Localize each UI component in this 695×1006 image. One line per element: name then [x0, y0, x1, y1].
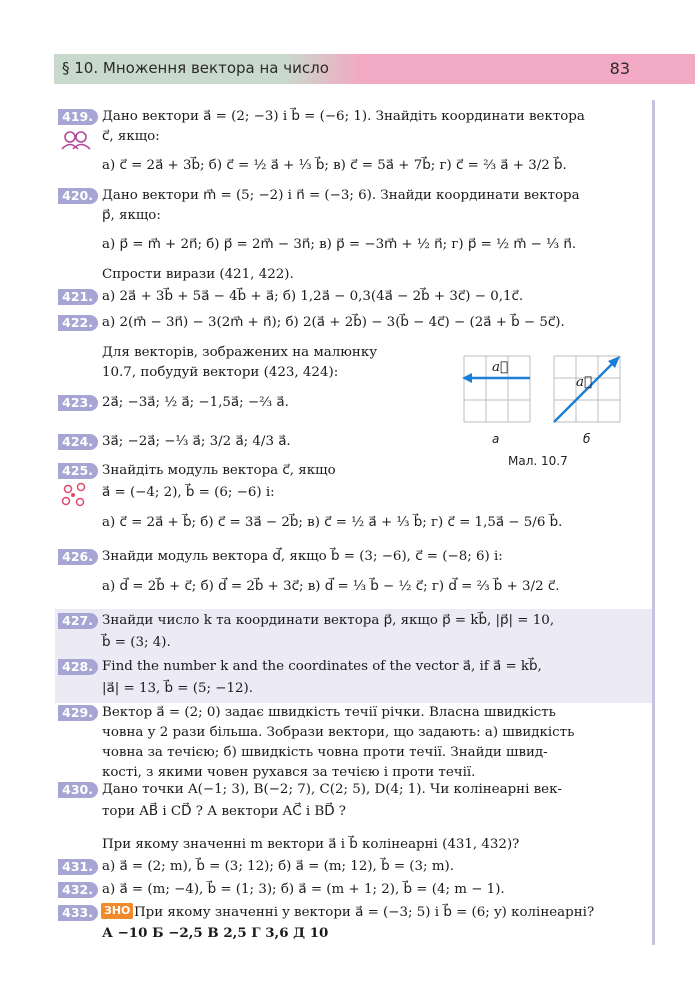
exercise-number-425: 425.: [58, 463, 98, 479]
exercise-427-text: Знайди число k та координати вектора p⃗, якщо p⃗ = kb⃗, |p⃗| = 10,: [102, 613, 555, 628]
exercise-420-formulas: а) p⃗ = m⃗ + 2n⃗; б) p⃗ = 2m⃗ − 3n⃗; в) p⃗ = −3m⃗ + ½ n⃗; г) p⃗ = ½ m⃗ − ⅓ n⃗.: [102, 237, 577, 252]
exercise-number-429: 429.: [58, 705, 98, 721]
instruction-431-432: При якому значенні m вектори a⃗ і b⃗ колінеарні (431, 432)?: [102, 837, 520, 852]
exercise-433-text: При якому значенні y вектори a⃗ = (−3; 5) і b⃗ = (6; y) колінеарні?: [134, 905, 595, 920]
exercise-429-text: Вектор a⃗ = (2; 0) задає швидкість течії річки. Власна швидкість: [102, 705, 556, 720]
exercise-422-text: а) 2(m⃗ − 3n⃗) − 3(2m⃗ + n⃗); б) 2(a⃗ + 2b⃗) − 3(b⃗ − 4c⃗) − (2a⃗ + b⃗ − 5c⃗).: [102, 315, 565, 330]
exercise-number-421: 421.: [58, 289, 98, 305]
exercise-430-text: тори AB⃗ і CD⃗ ? А вектори AC⃗ і BD⃗ ?: [102, 804, 346, 819]
exercise-number-433: 433.: [58, 905, 98, 921]
exercise-number-427: 427.: [58, 613, 98, 629]
page-number: 83: [609, 59, 630, 78]
figure-label-a: а: [492, 432, 500, 446]
exercise-number-432: 432.: [58, 882, 98, 898]
exercise-429-text: човна за течією; б) швидкість човна проти течії. Знайди швид-: [102, 745, 548, 760]
figure-10-7: [458, 352, 638, 454]
exercise-425-formulas: а) c⃗ = 2a⃗ + b⃗; б) c⃗ = 3a⃗ − 2b⃗; в) c⃗ = ½ a⃗ + ⅓ b⃗; г) c⃗ = 1,5a⃗ − 5/6 b⃗.: [102, 515, 563, 530]
exercise-number-424: 424.: [58, 434, 98, 450]
exercise-423-text: 2a⃗; −3a⃗; ½ a⃗; −1,5a⃗; −⅔ a⃗.: [102, 395, 289, 410]
exercise-426-text: Знайди модуль вектора d⃗, якщо b⃗ = (3; −6), c⃗ = (−8; 6) і:: [102, 549, 503, 564]
exercise-429-text: човна у 2 рази більша. Зобрази вектори, що задають: а) швидкість: [102, 725, 575, 740]
exercise-431-text: а) a⃗ = (2; m), b⃗ = (3; 12); б) a⃗ = (m; 12), b⃗ = (3; m).: [102, 859, 454, 874]
exercise-number-423: 423.: [58, 395, 98, 411]
figure-caption: Мал. 10.7: [508, 454, 568, 468]
exercise-419-formulas: а) c⃗ = 2a⃗ + 3b⃗; б) c⃗ = ½ a⃗ + ⅓ b⃗; в) c⃗ = 5a⃗ + 7b⃗; г) c⃗ = ⅔ a⃗ + 3/2 b⃗.: [102, 158, 567, 173]
exercise-420-text: Дано вектори m⃗ = (5; −2) і n⃗ = (−3; 6). Знайди координати вектора: [102, 188, 580, 203]
figure-vector-label-right: a⃗: [576, 375, 593, 390]
exercise-number-422: 422.: [58, 315, 98, 331]
margin-line: [652, 100, 655, 945]
exercise-424-text: 3a⃗; −2a⃗; −⅓ a⃗; 3/2 a⃗; 4/3 a⃗.: [102, 434, 291, 449]
page-header: [54, 54, 695, 84]
exercise-number-420: 420.: [58, 188, 98, 204]
exercise-421-text: а) 2a⃗ + 3b⃗ + 5a⃗ − 4b⃗ + a⃗; б) 1,2a⃗ − 0,3(4a⃗ − 2b⃗ + 3c⃗) − 0,1c⃗.: [102, 289, 524, 304]
exercise-number-419: 419.: [58, 109, 98, 125]
group-work-icon: [60, 482, 90, 510]
figure-label-b: б: [583, 432, 591, 446]
exercise-number-426: 426.: [58, 549, 98, 565]
exercise-425-text: Знайдіть модуль вектора c⃗, якщо: [102, 463, 336, 478]
exercise-number-428: 428.: [58, 659, 98, 675]
instruction-423-424: 10.7, побудуй вектори (423, 424):: [102, 365, 339, 380]
exercise-425-text: a⃗ = (−4; 2), b⃗ = (6; −6) і:: [102, 485, 275, 500]
exercise-429-text: кості, з якими човен рухався за течією і проти течії.: [102, 765, 476, 780]
exercise-419-text: c⃗, якщо:: [102, 129, 160, 144]
section-title: § 10. Множення вектора на число: [62, 59, 329, 77]
zno-badge: ЗНО: [101, 903, 133, 919]
exercise-432-text: а) a⃗ = (m; −4), b⃗ = (1; 3); б) a⃗ = (m + 1; 2), b⃗ = (4; m − 1).: [102, 882, 505, 897]
exercise-420-text: p⃗, якщо:: [102, 208, 161, 223]
exercise-419-text: Дано вектори a⃗ = (2; −3) і b⃗ = (−6; 1). Знайдіть координати вектора: [102, 109, 585, 124]
instruction-423-424: Для векторів, зображених на малюнку: [102, 345, 378, 360]
exercise-430-text: Дано точки A(−1; 3), B(−2; 7), C(2; 5), D(4; 1). Чи колінеарні век-: [102, 782, 562, 797]
exercise-433-answers: А −10 Б −2,5 В 2,5 Г 3,6 Д 10: [102, 925, 329, 941]
figure-vector-label-left: a⃗: [492, 360, 509, 375]
exercise-number-431: 431.: [58, 859, 98, 875]
exercise-426-formulas: а) d⃗ = 2b⃗ + c⃗; б) d⃗ = 2b⃗ + 3c⃗; в) d⃗ = ⅓ b⃗ − ½ c⃗; г) d⃗ = ⅔ b⃗ + 3/2 c⃗.: [102, 579, 560, 594]
exercise-428-text: Find the number k and the coordinates of the vector a⃗, if a⃗ = kb⃗,: [102, 659, 542, 674]
exercise-428-text: |a⃗| = 13, b⃗ = (5; −12).: [102, 681, 253, 696]
instruction-421-422: Спрости вирази (421, 422).: [102, 267, 294, 282]
exercise-number-430: 430.: [58, 782, 98, 798]
pair-work-icon: [60, 130, 94, 150]
exercise-427-text: b⃗ = (3; 4).: [102, 635, 171, 650]
